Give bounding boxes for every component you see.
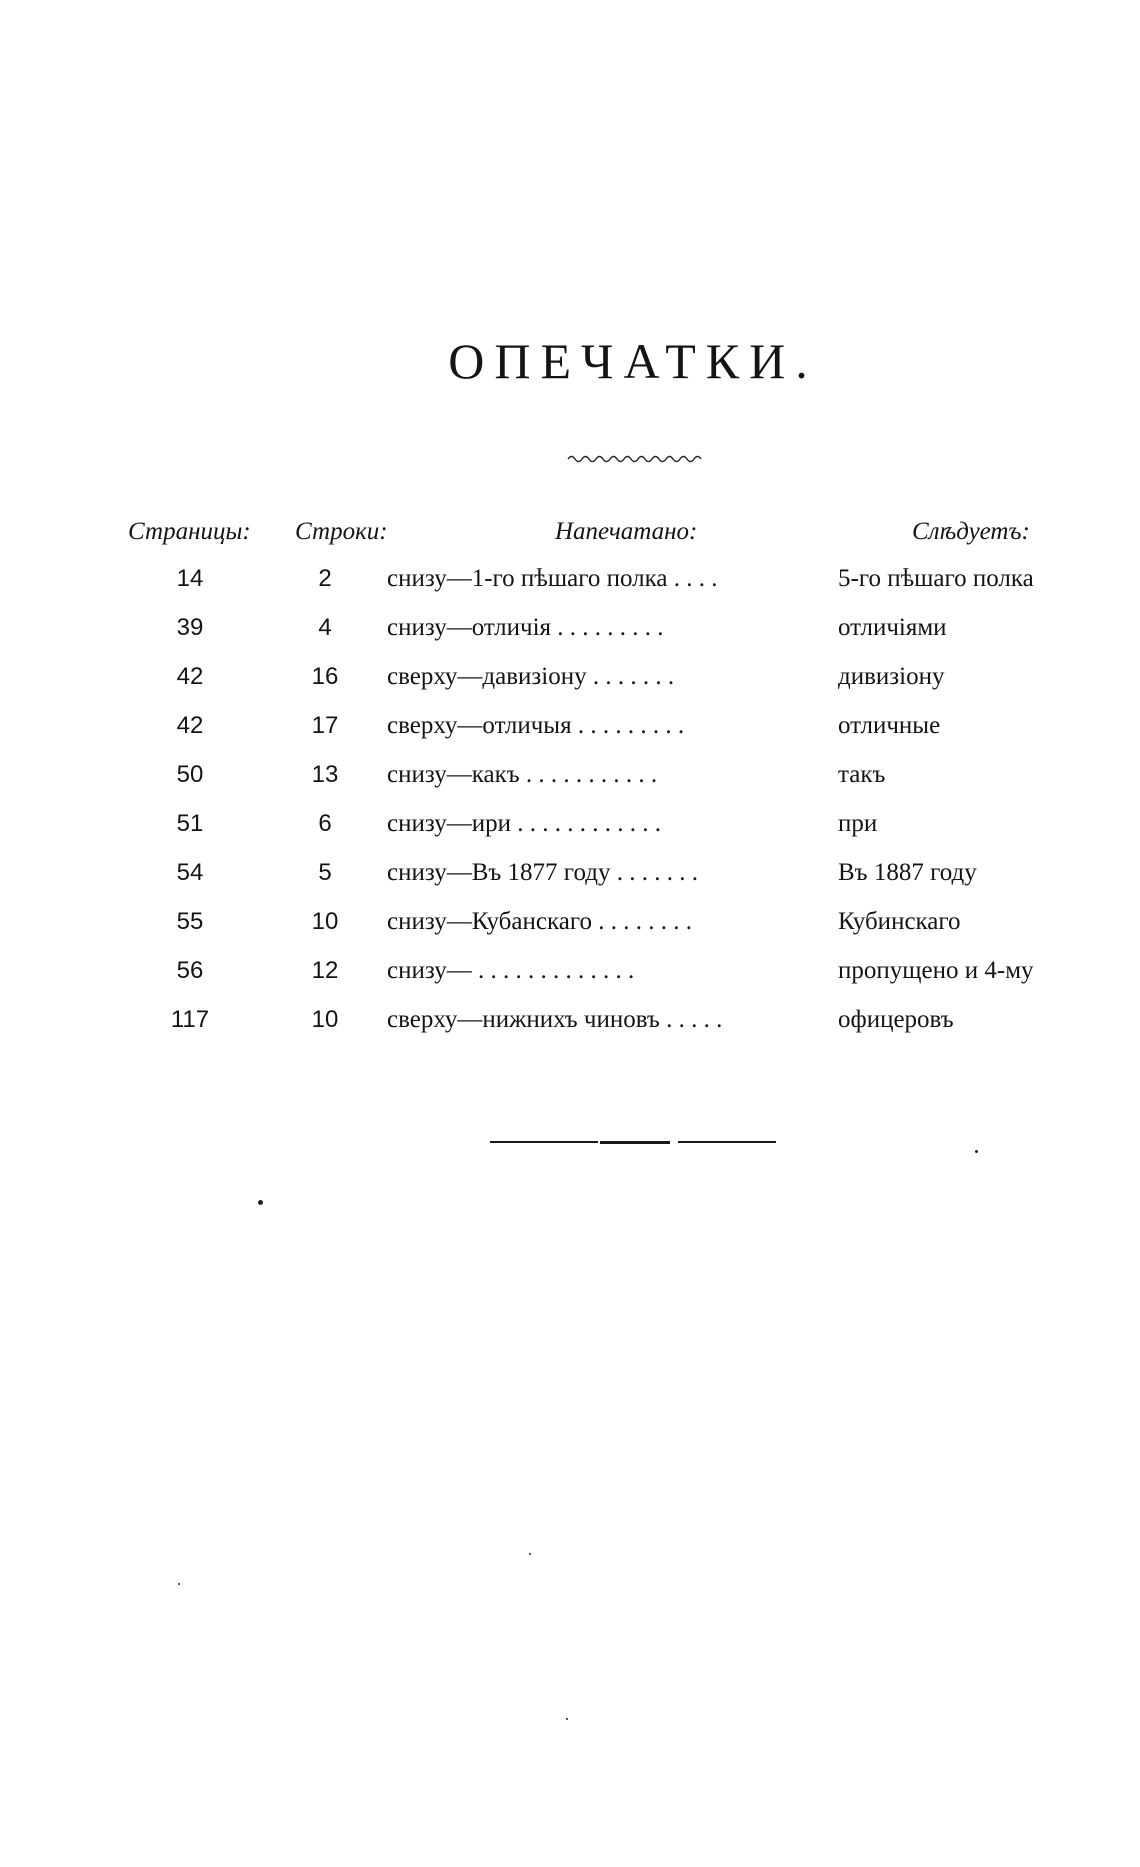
errata-correction-text: такъ [838,761,886,788]
print-speck [566,1718,568,1720]
errata-line-number: 10 [311,908,339,935]
errata-printed-text: снизу—отличія . . . . . . . . . [387,614,664,641]
wavy-ornament [566,452,706,466]
header-should-be: Слѣдуетъ: [912,518,1030,545]
errata-page-number: 42 [176,712,204,739]
errata-page-number: 51 [176,810,204,837]
errata-correction-text: 5-го пѣшаго полка [838,565,1034,592]
errata-page-number: 39 [176,614,204,641]
print-speck [258,1200,263,1205]
errata-line-number: 10 [311,1006,339,1033]
errata-printed-text: снизу—какъ . . . . . . . . . . . [387,761,658,788]
print-speck [529,1553,531,1555]
errata-correction-text: при [838,810,878,837]
errata-printed-text: снизу—Кубанскаго . . . . . . . . [387,908,692,935]
errata-printed-text: снизу—ири . . . . . . . . . . . . [387,810,661,837]
errata-correction-text: отличіями [838,614,947,641]
errata-page-number: 54 [176,859,204,886]
errata-correction-text: офицеровъ [838,1006,954,1033]
errata-line-number: 16 [311,663,339,690]
divider-rule-middle [600,1141,670,1144]
print-speck [975,1150,978,1153]
errata-line-number: 6 [318,810,332,837]
print-speck [178,1583,180,1585]
divider-rule-right [678,1141,776,1143]
divider-rule-left [490,1141,598,1143]
errata-line-number: 4 [318,614,332,641]
header-printed: Напечатано: [555,518,698,545]
errata-line-number: 5 [318,859,332,886]
errata-correction-text: Кубинскаго [838,908,961,935]
errata-page-number: 55 [176,908,204,935]
errata-page-number: 56 [176,957,204,984]
errata-correction-text: отличные [838,712,941,739]
header-lines: Строки: [295,518,388,545]
errata-page-number: 14 [176,565,204,592]
errata-printed-text: снизу—1-го пѣшаго полка . . . . [387,565,718,592]
errata-correction-text: Въ 1887 году [838,859,977,886]
errata-printed-text: снизу— . . . . . . . . . . . . . [387,957,635,984]
errata-printed-text: сверху—нижнихъ чиновъ . . . . . [387,1006,723,1033]
errata-line-number: 17 [311,712,339,739]
errata-printed-text: сверху—отличыя . . . . . . . . . [387,712,685,739]
errata-page-number: 42 [176,663,204,690]
page-title: ОПЕЧАТКИ. [448,333,818,389]
errata-line-number: 12 [311,957,339,984]
errata-printed-text: снизу—Въ 1877 году . . . . . . . [387,859,698,886]
errata-page-number: 50 [176,761,204,788]
errata-printed-text: сверху—давизіону . . . . . . . [387,663,675,690]
errata-correction-text: дивизіону [838,663,945,690]
errata-line-number: 2 [318,565,332,592]
errata-line-number: 13 [311,761,339,788]
header-pages: Страницы: [128,518,251,545]
errata-page-number: 117 [170,1006,210,1033]
errata-correction-text: пропущено и 4-му [838,957,1034,984]
